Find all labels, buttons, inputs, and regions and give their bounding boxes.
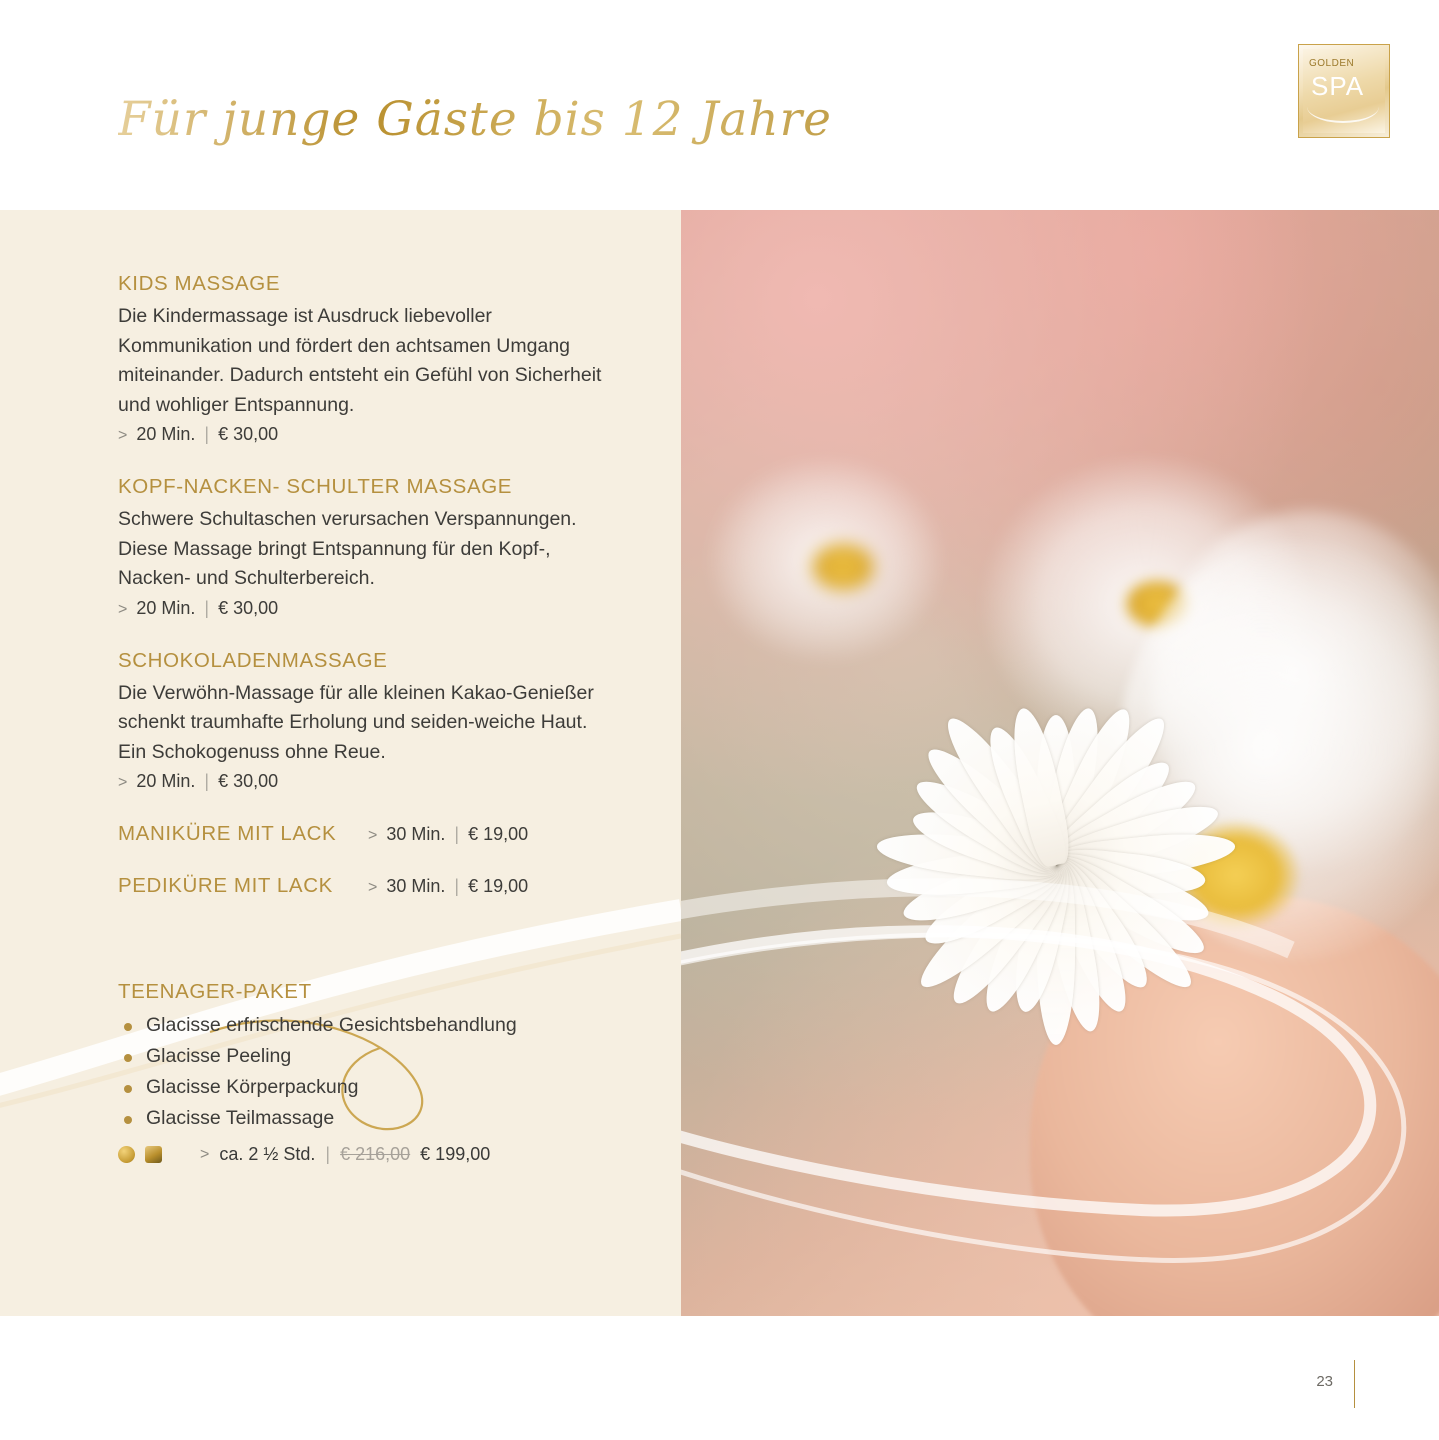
separator-icon: | — [454, 876, 460, 896]
treatment-title: SCHOKOLADENMASSAGE — [118, 648, 388, 672]
treatment-title: PEDIKÜRE MIT LACK — [118, 874, 333, 897]
separator-icon: | — [204, 771, 210, 791]
treatment-title: MANIKÜRE MIT LACK — [118, 822, 337, 845]
treatment-duration: 30 Min. — [386, 876, 446, 896]
treatment-duration: 20 Min. — [136, 424, 196, 444]
treatments-panel — [0, 210, 681, 1316]
treatment-duration: 20 Min. — [136, 771, 196, 791]
treatment-price-line — [118, 424, 618, 445]
treatment-price: € 30,00 — [218, 771, 279, 791]
treatment-description: Schwere Schultaschen verursachen Verspannungen. Diese Massage bringt Entspannung für den Kopf-, Nacken- und Schulterbereich. — [118, 508, 577, 589]
package-price: € 199,00 — [420, 1144, 491, 1164]
logo-spa-text: SPA — [1311, 71, 1365, 101]
treatment-block — [118, 475, 618, 619]
treatment-price: € 19,00 — [468, 876, 529, 896]
list-item: Glacisse Körperpackung — [118, 1072, 618, 1103]
gift-badge-icon — [145, 1146, 162, 1163]
chevron-right-icon: > — [200, 1145, 210, 1163]
treatment-block — [118, 272, 618, 445]
package-old-price: € 216,00 — [340, 1144, 411, 1164]
page-footer — [0, 1316, 1439, 1440]
footer-divider — [1354, 1360, 1355, 1408]
package-duration: ca. 2 ½ Std. — [219, 1144, 316, 1164]
treatment-price-line — [368, 824, 528, 845]
content-band — [0, 210, 1439, 1316]
list-item: Glacisse Peeling — [118, 1041, 618, 1072]
daisy-photo — [681, 210, 1439, 1316]
daisy-main-icon — [821, 630, 1291, 1100]
treatment-description: Die Verwöhn-Massage für alle kleinen Kakao-Genießer schenkt traumhafte Erholung und seiden-weiche Haut. Ein Schokogenuss ohne Reue. — [118, 681, 594, 763]
package-title: TEENAGER-PAKET — [118, 980, 312, 1003]
chevron-right-icon: > — [118, 427, 128, 444]
golden-spa-logo — [1298, 44, 1390, 138]
daisy-core — [812, 544, 874, 590]
chevron-right-icon: > — [368, 879, 378, 896]
chevron-right-icon: > — [118, 600, 128, 618]
chevron-right-icon: > — [368, 827, 378, 844]
separator-icon: | — [204, 424, 210, 444]
separator-icon: | — [454, 824, 460, 844]
chevron-right-icon: > — [118, 774, 128, 791]
treatments-content — [118, 272, 618, 1165]
treatment-price: € 19,00 — [468, 824, 529, 844]
treatment-price-line — [368, 876, 528, 897]
separator-icon: | — [325, 1144, 331, 1164]
page-title: Für junge Gäste bis 12 Jahre — [118, 92, 832, 147]
treatment-price-line — [118, 771, 618, 792]
logo-golden-text: GOLDEN — [1309, 58, 1355, 69]
treatment-block — [118, 649, 618, 793]
treatment-title: KIDS MASSAGE — [118, 272, 281, 295]
package-item-list — [118, 1010, 618, 1134]
list-item: Glacisse Teilmassage — [118, 1103, 618, 1134]
page-header — [0, 0, 1439, 210]
treatment-title: KOPF-NACKEN- SCHULTER MASSAGE — [118, 475, 513, 498]
separator-icon: | — [204, 597, 210, 618]
treatment-duration: 20 Min. — [136, 597, 196, 618]
package-block — [118, 980, 618, 1165]
package-price-line — [118, 1144, 618, 1165]
list-item: Glacisse erfrischende Gesichtsbehandlung — [118, 1010, 618, 1041]
daisy-blurred-left-icon — [711, 460, 941, 660]
treatment-price: € 30,00 — [218, 597, 279, 618]
treatment-price: € 30,00 — [218, 424, 279, 444]
page-number: 23 — [1316, 1373, 1333, 1390]
gold-medal-icon — [118, 1146, 135, 1163]
treatment-price-line — [118, 598, 618, 619]
treatment-row-manicure — [118, 822, 618, 846]
treatment-row-pedicure — [118, 874, 618, 898]
treatment-duration: 30 Min. — [386, 824, 446, 844]
treatment-description: Die Kindermassage ist Ausdruck liebevoller Kommunikation und fördert den achtsamen Umgang miteinander. Dadurch entsteht ein Gefühl von Sicherheit und wohliger Entspannung. — [118, 305, 602, 416]
